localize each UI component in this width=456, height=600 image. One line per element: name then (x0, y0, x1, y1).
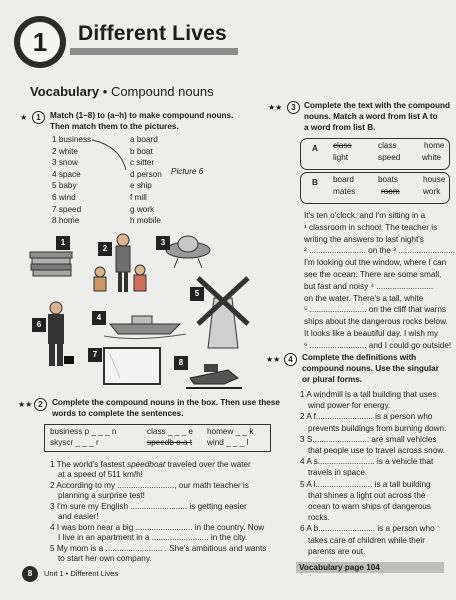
picture-number-badge: 4 (92, 311, 106, 325)
sentence: at a speed of 511 km/h! (58, 470, 143, 479)
word-box-item: business p _ _ _ n (50, 427, 117, 436)
definition-line: rocks. (308, 513, 330, 523)
sentence[interactable]: 2 According to my ........................., our math teacher is (50, 481, 249, 490)
list-a-word: home (424, 141, 445, 150)
exercise-instruction: Complete the definitions with (302, 353, 417, 362)
difficulty-stars: ★ (20, 113, 28, 122)
match-right-item: a board (130, 135, 158, 144)
passage-line: on the water. There's a tall, white (304, 293, 424, 303)
picture-number-badge: 6 (32, 318, 46, 332)
difficulty-stars: ★★ (268, 103, 283, 112)
picture-number-badge: 8 (174, 356, 188, 370)
match-right-item: g work (130, 204, 155, 214)
pictures-item-4 (104, 316, 186, 339)
definition-line: parents are out. (308, 546, 366, 556)
definition-line: wind power for energy. (308, 401, 391, 411)
exercise-number: 2 (34, 398, 47, 411)
exercise-instruction: nouns. Match a word from list A to (304, 112, 438, 121)
unit-number-badge (14, 16, 66, 68)
pictures-item-7 (104, 348, 160, 384)
list-a-word: light (333, 153, 349, 162)
match-left-item: 8 home (52, 216, 80, 226)
picture-number-badge: 5 (190, 287, 204, 301)
list-a-word: class (378, 141, 397, 150)
passage-line[interactable]: ⁶ ......................... and I could go outside! (304, 340, 452, 350)
list-b-word: board (333, 175, 354, 184)
exercise-instruction: or plural forms. (302, 375, 363, 384)
pictures-item-2 (116, 234, 130, 292)
unit-number: 1 (20, 22, 60, 62)
sentence (50, 460, 251, 470)
passage-line: I'm looking out the window, where I can (304, 258, 447, 268)
match-right-item: e ship (130, 181, 152, 191)
sentence[interactable]: 4 I was born near a big ......................... in the country. Now (50, 523, 265, 532)
list-a-word: speed (378, 153, 401, 162)
word-box-item: skyscr _ _ _ r (50, 438, 99, 447)
word-box-item: speedb o a t (147, 438, 193, 447)
match-line (90, 136, 134, 176)
sentence-answer: speedboat (126, 460, 166, 469)
list-b-word: mates (333, 187, 356, 196)
passage-line: It's ten o'clock, and I'm sitting in a (304, 211, 426, 220)
passage-line: writing the answers to last night's (304, 234, 424, 244)
sentence[interactable]: I live in an apartment in a ......................... in the city. (58, 533, 248, 542)
pictures-panel (28, 228, 281, 393)
difficulty-stars: ★★ (266, 355, 281, 364)
match-left-item: 1 business (52, 135, 92, 144)
list-a-label: A (312, 144, 318, 153)
section-bullet: • (102, 84, 108, 99)
pictures-item-1 (30, 252, 72, 276)
match-left-item: 7 speed (52, 204, 82, 214)
match-left-item: 5 baby (52, 181, 77, 191)
unit-title: Different Lives (78, 22, 227, 45)
example-answer: Picture 6 (171, 167, 204, 176)
match-left-item: 2 white (52, 146, 78, 156)
match-right-item: d person (130, 169, 162, 179)
exercise-number: 1 (32, 111, 45, 124)
definition-line: ocean to warn ships of dangerous (308, 502, 431, 511)
section-heading (30, 84, 214, 99)
match-left-item: 6 wind (52, 193, 76, 202)
definition-line: 1 A windmill is a tall building that uses (300, 390, 437, 399)
pictures-item-6 (48, 302, 74, 366)
list-b-word: work (423, 187, 441, 196)
match-left-item: 3 snow (52, 158, 78, 168)
footer-text: Unit 1 • Different Lives (44, 569, 119, 578)
word-box-item: class _ _ _ e (147, 427, 193, 436)
definition-line[interactable]: 4 A s......................... is a vehicle that (300, 457, 434, 467)
exercise-number: 3 (287, 101, 300, 114)
list-b-word: house (423, 175, 446, 184)
pictures-item-3 (166, 236, 210, 268)
picture-number-badge: 7 (88, 348, 102, 362)
sentence: to start her own company. (58, 554, 152, 563)
passage-line: ¹ classroom in school. The teacher is (304, 222, 438, 232)
exercise-instruction: compound nouns. Use the singular (302, 364, 439, 373)
picture-number-badge: 3 (156, 236, 170, 250)
passage-line[interactable]: ⁵ ......................... on the cliff that warns (304, 305, 447, 315)
sentence: and easier! (58, 512, 99, 521)
definition-line: takes care of children while their (308, 535, 425, 545)
definition-line[interactable]: 6 A b......................... is a person who (300, 524, 435, 534)
sentence[interactable]: 3 I'm sure my English ......................... is getting easier (50, 502, 247, 511)
definition-line[interactable]: 3 S......................... are small vehicles (300, 434, 437, 444)
exercise-instruction: Match (1–8) to (a–h) to make compound nouns. (50, 111, 234, 120)
list-a-word: white (422, 153, 442, 162)
list-b-word: boats (378, 175, 399, 184)
picture-number-badge: 2 (98, 242, 112, 256)
passage-line: It looks like a beautiful day. I wish my (304, 329, 439, 338)
passage-line: see the ocean. There are some small, (304, 270, 442, 279)
difficulty-stars: ★★ (18, 400, 33, 409)
pictures-item-8 (186, 364, 242, 388)
definition-line[interactable]: 2 A f......................... is a person who (300, 412, 433, 422)
exercise-instruction: words to complete the sentences. (52, 409, 184, 418)
definition-line: travels in space. (308, 468, 368, 478)
definition-line: that people use to travel across snow. (308, 446, 445, 455)
exercise-instruction: Then match them to the pictures. (50, 122, 179, 131)
exercise-instruction: Complete the text with the compound (304, 101, 451, 110)
match-right-item: f mill (130, 193, 147, 202)
exercise-instruction: a word from list B. (304, 123, 376, 132)
section-label: Vocabulary (30, 84, 100, 99)
page-number: 8 (22, 566, 38, 582)
exercise-instruction: Complete the compound nouns in the box. Then use these (52, 398, 280, 407)
word-box-item: wind _ _ _ l (207, 438, 249, 447)
passage-line: ships about the dangerous rocks below. (304, 317, 448, 327)
section-topic: Compound nouns (110, 84, 214, 99)
pictures-item-5 (198, 278, 248, 348)
list-b-label: B (312, 178, 318, 187)
passage-line[interactable]: but fast and noisy ⁴ ......................... (304, 281, 434, 291)
definition-line: prevents buildings from burning down. (308, 423, 447, 433)
sentence: planning a surprise test! (58, 491, 145, 500)
vocabulary-reference[interactable]: Vocabulary page 104 (299, 563, 380, 572)
sentence-text: 1 The world's fastest (50, 460, 125, 469)
match-left-item: 4 space (52, 169, 81, 179)
definition-line: that shines a light out across the (308, 490, 426, 500)
match-right-item: b boat (130, 146, 153, 156)
sentence-text: traveled over the water (167, 460, 251, 469)
title-underline (70, 48, 238, 55)
list-b-word: room (381, 187, 400, 196)
definition-line[interactable]: 5 A l......................... is a tall building (300, 479, 431, 489)
picture-number-badge: 1 (56, 236, 70, 250)
exercise-number: 4 (284, 353, 297, 366)
passage-line[interactable]: ² ......................... on the ³ ......................... (304, 246, 456, 256)
match-right-item: c sitter (130, 158, 155, 168)
match-right-item: h mobile (130, 216, 161, 226)
list-a-word: class (333, 141, 352, 150)
sentence[interactable]: 5 My mom is a ......................... . She's ambitious and wants (50, 544, 267, 553)
word-box-item: homew _ _ k (207, 427, 254, 436)
